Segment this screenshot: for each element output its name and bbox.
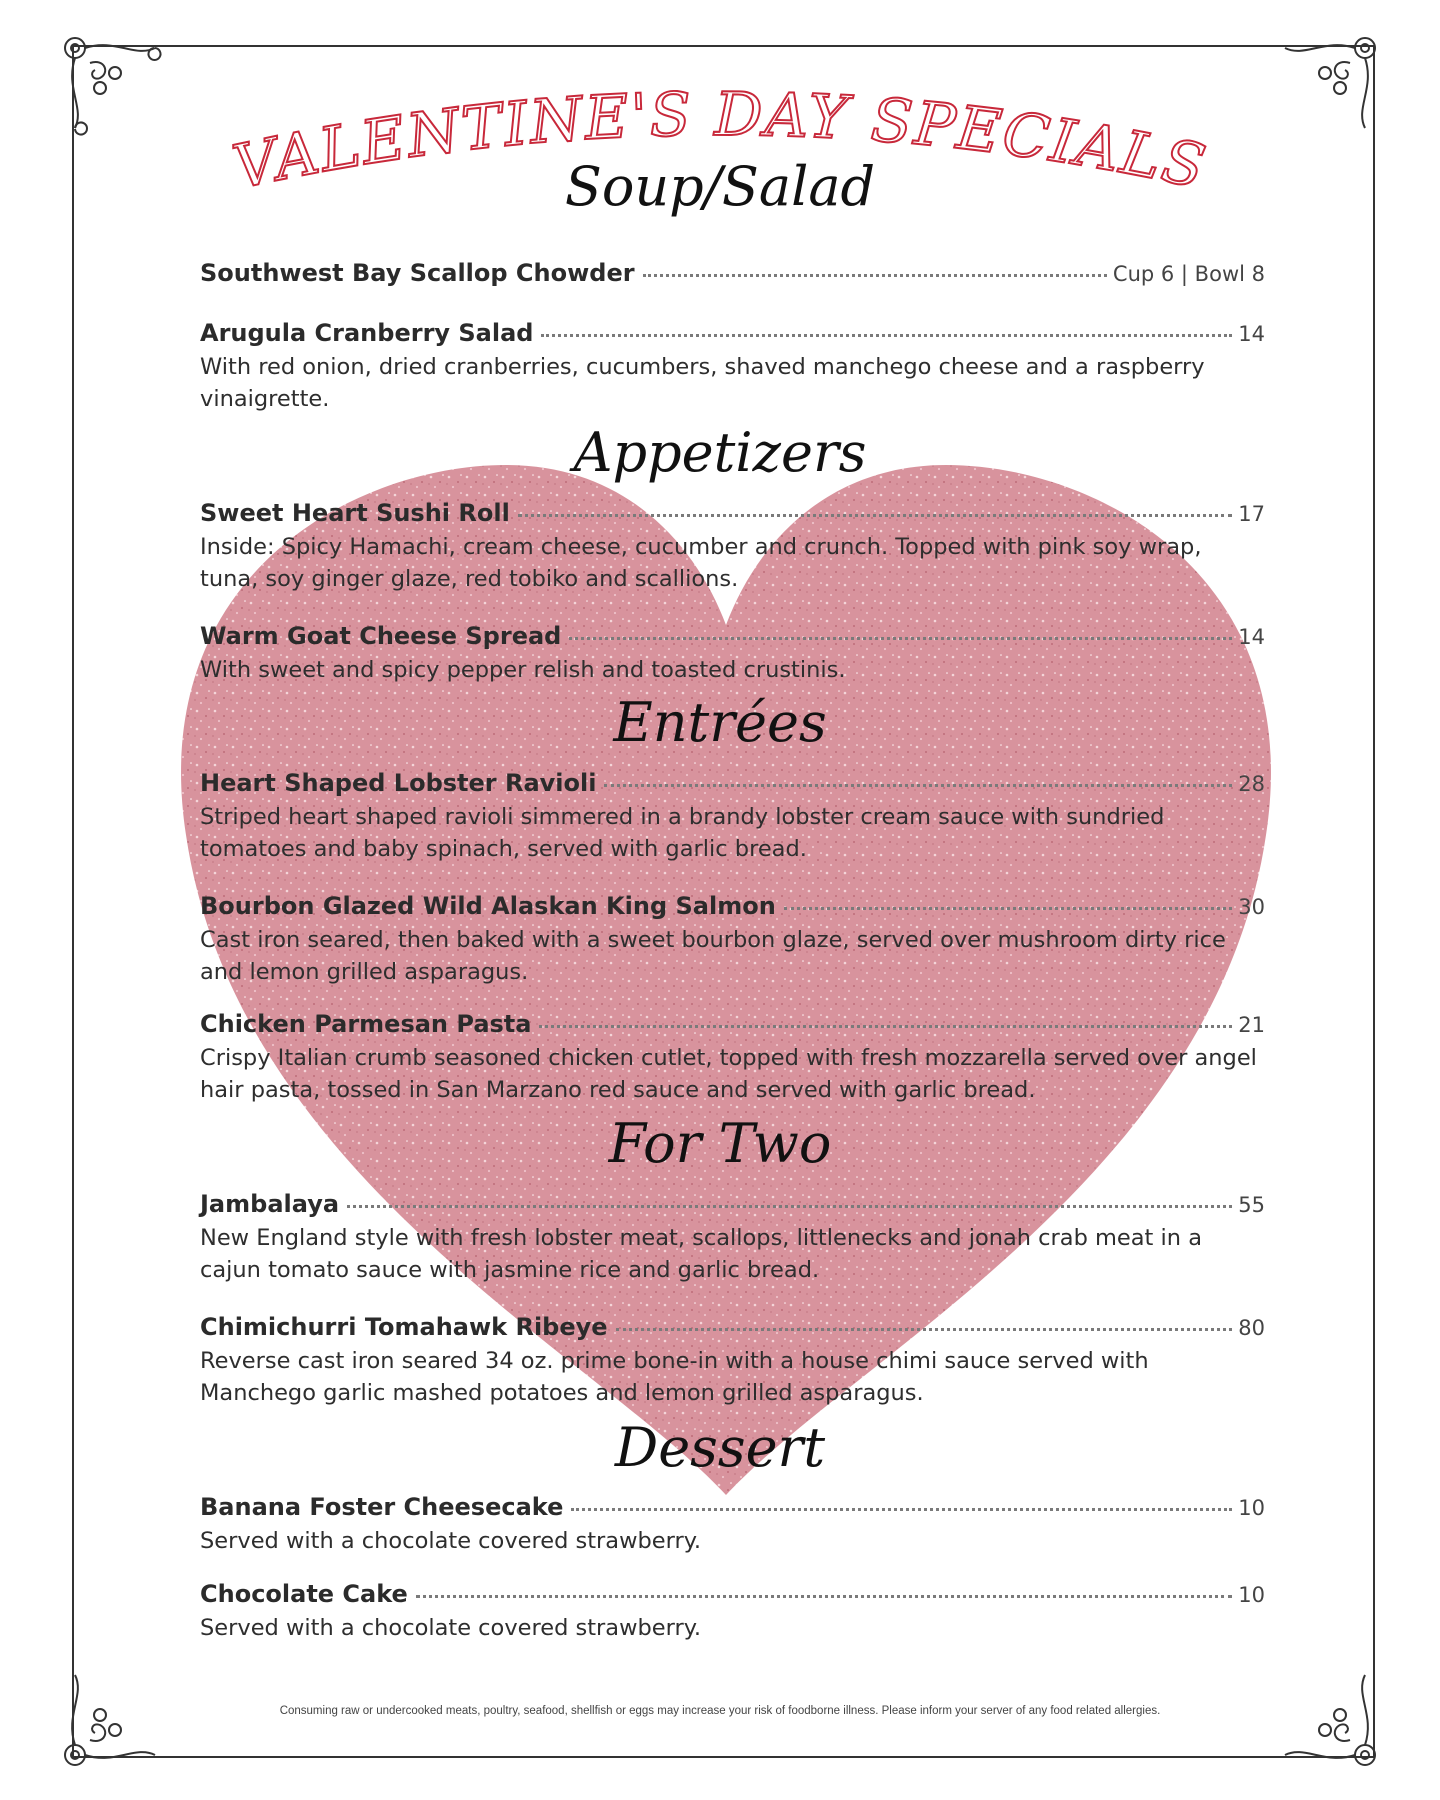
item-description: With sweet and spicy pepper relish and toasted crustinis.	[200, 657, 846, 683]
menu-item	[200, 889, 1265, 988]
item-price: 28	[1238, 772, 1265, 796]
item-price: 10	[1238, 1496, 1265, 1520]
item-name: Southwest Bay Scallop Chowder	[200, 259, 635, 287]
item-name: Bourbon Glazed Wild Alaskan King Salmon	[200, 892, 776, 920]
item-price: 21	[1238, 1013, 1265, 1037]
dot-leader	[604, 784, 1232, 787]
item-description: Striped heart shaped ravioli simmered in a brandy lobster cream sauce with sundried tomatoes and baby spinach, served with garlic bread.	[200, 804, 1165, 862]
menu-item	[200, 1310, 1265, 1409]
section-heading-entrees: Entrées	[613, 691, 827, 754]
item-name: Chocolate Cake	[200, 1580, 408, 1608]
dot-leader	[518, 514, 1232, 517]
title-text: VALENTINE'S DAY SPECIALS	[227, 90, 1213, 204]
item-name: Arugula Cranberry Salad	[200, 319, 534, 347]
section-heading-appetizers: Appetizers	[573, 421, 867, 484]
dot-leader	[347, 1205, 1232, 1208]
item-description: Crispy Italian crumb seasoned chicken cutlet, topped with fresh mozzarella served over angel hair pasta, tossed in San Marzano red sauce and served with garlic bread.	[200, 1045, 1257, 1103]
item-name: Chimichurri Tomahawk Ribeye	[200, 1313, 608, 1341]
menu-item	[200, 766, 1265, 865]
item-description: New England style with fresh lobster meat, scallops, littlenecks and jonah crab meat in a cajun tomato sauce with jasmine rice and garlic bread.	[200, 1225, 1202, 1283]
menu-item	[200, 496, 1265, 595]
dot-leader	[569, 637, 1232, 640]
dot-leader	[643, 274, 1107, 277]
section-heading-for-two: For Two	[608, 1112, 832, 1175]
dot-leader	[616, 1328, 1233, 1331]
dot-leader	[571, 1508, 1232, 1511]
item-price: 30	[1238, 895, 1265, 919]
item-name: Jambalaya	[200, 1190, 340, 1218]
item-price: 55	[1238, 1193, 1265, 1217]
dot-leader	[784, 907, 1232, 910]
item-description: Served with a chocolate covered strawberry.	[200, 1615, 701, 1641]
menu-item	[200, 316, 1265, 415]
item-description: Reverse cast iron seared 34 oz. prime bone-in with a house chimi sauce served with Manchego garlic mashed potatoes and lemon grilled asparagus.	[200, 1348, 1149, 1406]
item-price: 14	[1238, 625, 1265, 649]
section-heading-dessert: Dessert	[614, 1416, 826, 1479]
menu-item	[200, 1187, 1265, 1286]
item-price: 14	[1238, 322, 1265, 346]
dot-leader	[416, 1595, 1232, 1598]
item-description: Served with a chocolate covered strawberry.	[200, 1528, 701, 1554]
allergy-disclaimer: Consuming raw or undercooked meats, poultry, seafood, shellfish or eggs may increase your risk of foodborne illness. Please inform your server of any food related allergies.	[279, 1705, 1161, 1717]
item-name: Banana Foster Cheesecake	[200, 1493, 564, 1521]
menu-item	[200, 619, 1265, 686]
menu-item	[200, 1577, 1265, 1644]
item-price: 17	[1238, 502, 1265, 526]
item-name: Warm Goat Cheese Spread	[200, 622, 562, 650]
item-price: Cup 6 | Bowl 8	[1112, 262, 1265, 286]
dot-leader	[539, 1025, 1232, 1028]
item-description: Cast iron seared, then baked with a sweet bourbon glaze, served over mushroom dirty rice and lemon grilled asparagus.	[200, 927, 1226, 985]
menu-item	[200, 1490, 1265, 1557]
menu-item	[200, 256, 1265, 291]
item-name: Heart Shaped Lobster Ravioli	[200, 769, 597, 797]
item-description: Inside: Spicy Hamachi, cream cheese, cucumber and crunch. Topped with pink soy wrap, tuna, soy ginger glaze, red tobiko and scallions.	[200, 534, 1202, 592]
dot-leader	[541, 334, 1232, 337]
item-name: Sweet Heart Sushi Roll	[200, 499, 510, 527]
item-description: With red onion, dried cranberries, cucumbers, shaved manchego cheese and a raspberry vinaigrette.	[200, 354, 1205, 412]
item-price: 80	[1238, 1316, 1265, 1340]
section-heading-soup-salad: Soup/Salad	[564, 155, 876, 218]
item-name: Chicken Parmesan Pasta	[200, 1010, 532, 1038]
item-price: 10	[1238, 1583, 1265, 1607]
menu-item	[200, 1007, 1265, 1106]
